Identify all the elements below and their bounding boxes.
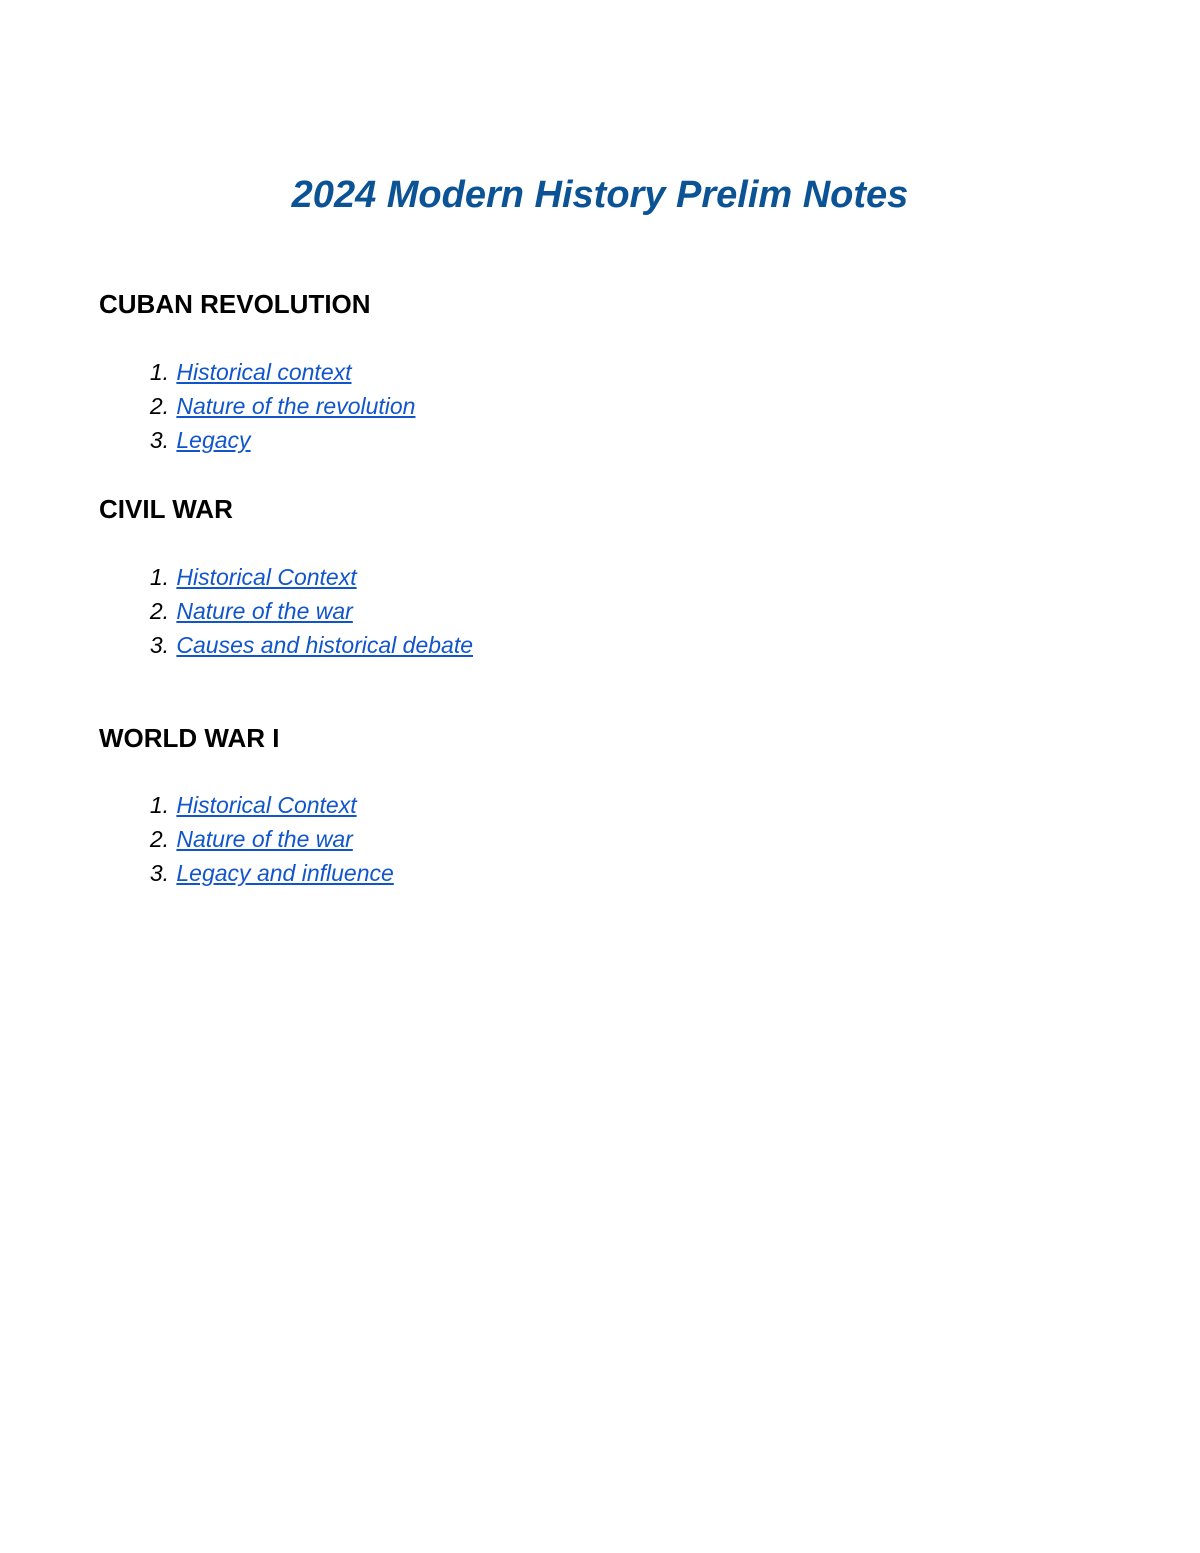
toc-link-historical-context[interactable]: Historical Context <box>176 792 357 818</box>
toc-item <box>99 822 394 856</box>
list-number: 1. <box>149 792 169 818</box>
section-heading-world-war-i: WORLD WAR I <box>99 723 280 753</box>
section-heading-civil-war: CIVIL WAR <box>99 494 233 524</box>
list-number: 2. <box>149 598 169 624</box>
toc-link-legacy-and-influence[interactable]: Legacy and influence <box>176 860 394 886</box>
toc-item <box>99 423 415 457</box>
list-number: 2. <box>149 826 169 852</box>
document-title: 2024 Modern History Prelim Notes <box>291 174 909 216</box>
toc-link-nature-of-the-war[interactable]: Nature of the war <box>176 598 353 624</box>
toc-link-nature-of-the-revolution[interactable]: Nature of the revolution <box>176 393 416 419</box>
section-heading-cuban-revolution: CUBAN REVOLUTION <box>99 289 371 319</box>
toc-item <box>99 389 415 423</box>
toc-link-historical-context[interactable]: Historical Context <box>176 564 357 590</box>
toc-link-legacy[interactable]: Legacy <box>176 427 251 453</box>
toc-item <box>99 856 394 890</box>
list-number: 3. <box>149 860 169 886</box>
toc-list-civil-war <box>99 560 473 662</box>
toc-link-causes-and-historical-debate[interactable]: Causes and historical debate <box>176 632 474 658</box>
toc-item <box>99 355 415 389</box>
toc-list-cuban-revolution <box>99 355 415 457</box>
toc-list-world-war-i <box>99 788 394 890</box>
toc-item <box>99 788 394 822</box>
list-number: 3. <box>149 632 169 658</box>
list-number: 1. <box>149 359 169 385</box>
toc-link-historical-context[interactable]: Historical context <box>176 359 352 385</box>
toc-link-nature-of-the-war[interactable]: Nature of the war <box>176 826 353 852</box>
list-number: 2. <box>149 393 169 419</box>
toc-item <box>99 560 473 594</box>
toc-item <box>99 628 473 662</box>
list-number: 1. <box>149 564 169 590</box>
list-number: 3. <box>149 427 169 453</box>
toc-item <box>99 594 473 628</box>
